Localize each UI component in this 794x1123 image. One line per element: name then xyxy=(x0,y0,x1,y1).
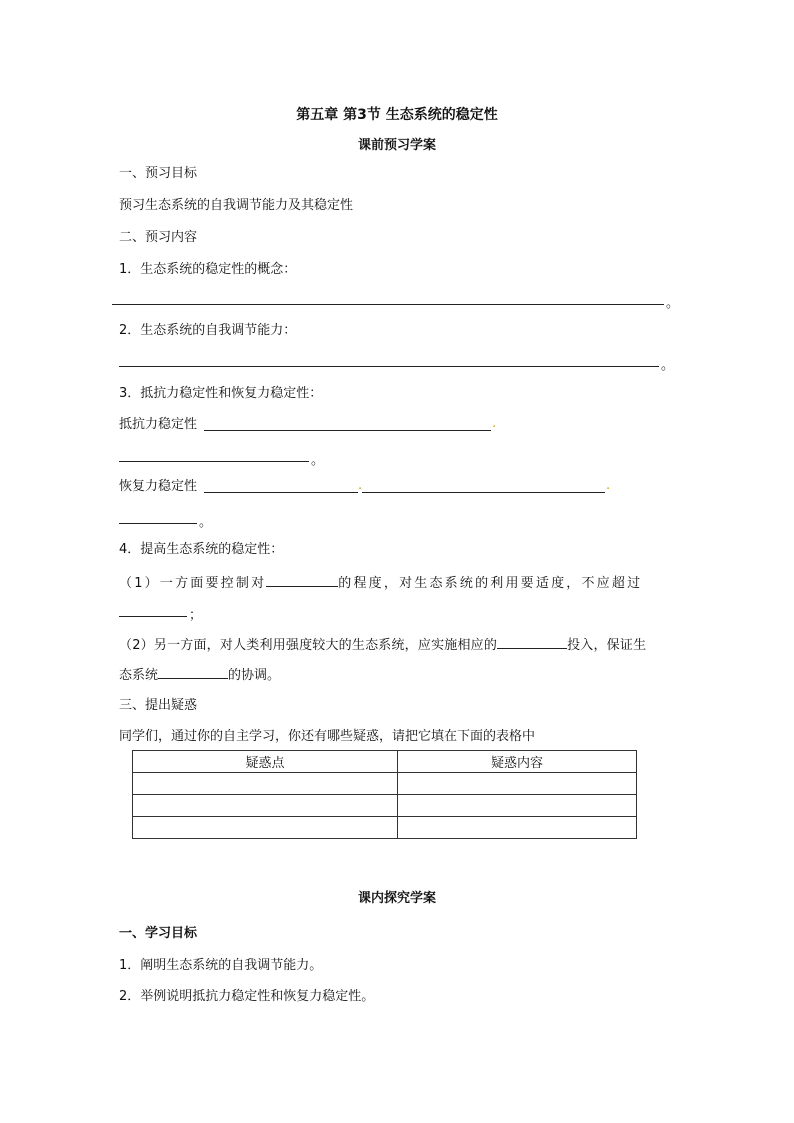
section-heading-preview-goal: 一、预习目标 xyxy=(119,166,198,181)
dot-mark: . xyxy=(492,416,497,431)
table-cell[interactable] xyxy=(398,795,637,817)
preview-goal-text: 预习生态系统的自我调节能力及其稳定性 xyxy=(119,198,354,213)
resistance-stability-label: 抵抗力稳定性 xyxy=(119,417,198,432)
answer-blank-recovery-b[interactable] xyxy=(362,492,605,493)
table-header-cell: 疑惑内容 xyxy=(398,751,637,773)
answer-blank-recovery-2[interactable] xyxy=(119,523,197,524)
answer-blank-recovery-a[interactable] xyxy=(204,492,358,493)
learning-goal-1: 1．阐明生态系统的自我调节能力。 xyxy=(119,958,323,973)
subtitle-preview: 课前预习学案 xyxy=(357,138,436,153)
period-mark: 。 xyxy=(666,296,680,311)
table-cell[interactable] xyxy=(133,795,398,817)
answer-blank-resistance[interactable] xyxy=(204,430,491,431)
answer-blank-4-2a[interactable] xyxy=(497,635,567,649)
table-cell[interactable] xyxy=(398,773,637,795)
table-cell[interactable] xyxy=(133,817,398,839)
question-4-2 xyxy=(119,635,646,655)
table-row xyxy=(133,817,637,839)
answer-blank-4-2b[interactable] xyxy=(158,665,228,679)
question-4-2-line2-pre: 态系统 xyxy=(119,668,159,683)
answer-blank-1[interactable] xyxy=(112,304,664,305)
table-header-cell: 疑惑点 xyxy=(133,751,398,773)
question-4-2-line2 xyxy=(119,665,280,685)
learning-goal-2: 2．举例说明抵抗力稳定性和恢复力稳定性。 xyxy=(119,989,375,1004)
question-4-2-mid: 投入，保证生 xyxy=(567,638,647,653)
question-2: 2．生态系统的自我调节能力： xyxy=(119,323,297,338)
period-mark: 。 xyxy=(311,453,325,468)
period-mark: 。 xyxy=(199,515,213,530)
question-4-1-pre: （1）一方面要控制对 xyxy=(119,576,267,591)
section-heading-learning-goals: 一、学习目标 xyxy=(119,926,198,941)
table-row xyxy=(133,795,637,817)
section-heading-preview-content: 二、预习内容 xyxy=(119,230,198,245)
dot-mark: . xyxy=(606,478,611,493)
answer-blank-4-1b[interactable] xyxy=(119,616,187,617)
question-1: 1．生态系统的稳定性的概念： xyxy=(119,262,297,277)
question-3: 3．抵抗力稳定性和恢复力稳定性： xyxy=(119,386,323,401)
page-title: 第五章 第3节 生态系统的稳定性 xyxy=(296,107,498,123)
question-4-2-line2-post: 的协调。 xyxy=(228,668,281,683)
semicolon-mark: ； xyxy=(189,608,203,623)
question-4-1 xyxy=(119,573,642,593)
question-4: 4．提高生态系统的稳定性： xyxy=(119,542,284,557)
table-cell[interactable] xyxy=(133,773,398,795)
recovery-stability-label: 恢复力稳定性 xyxy=(119,479,198,494)
answer-blank-4-1a[interactable] xyxy=(266,573,338,587)
table-cell[interactable] xyxy=(398,817,637,839)
subtitle-inclass: 课内探究学案 xyxy=(357,891,436,906)
answer-blank-2[interactable] xyxy=(119,366,659,367)
questions-instruction: 同学们，通过你的自主学习，你还有哪些疑惑，请把它填在下面的表格中 xyxy=(119,729,536,744)
table-header-row xyxy=(133,751,637,773)
table-row xyxy=(133,773,637,795)
question-4-1-post: 的程度，对生态系统的利用要适度，不应超过 xyxy=(338,576,643,591)
section-heading-questions: 三、提出疑惑 xyxy=(119,698,198,713)
question-4-2-pre: （2）另一方面，对人类利用强度较大的生态系统，应实施相应的 xyxy=(119,638,498,653)
questions-table xyxy=(132,750,637,839)
dot-mark: . xyxy=(358,478,363,493)
answer-blank-resistance-2[interactable] xyxy=(119,461,309,462)
period-mark: 。 xyxy=(661,358,675,373)
